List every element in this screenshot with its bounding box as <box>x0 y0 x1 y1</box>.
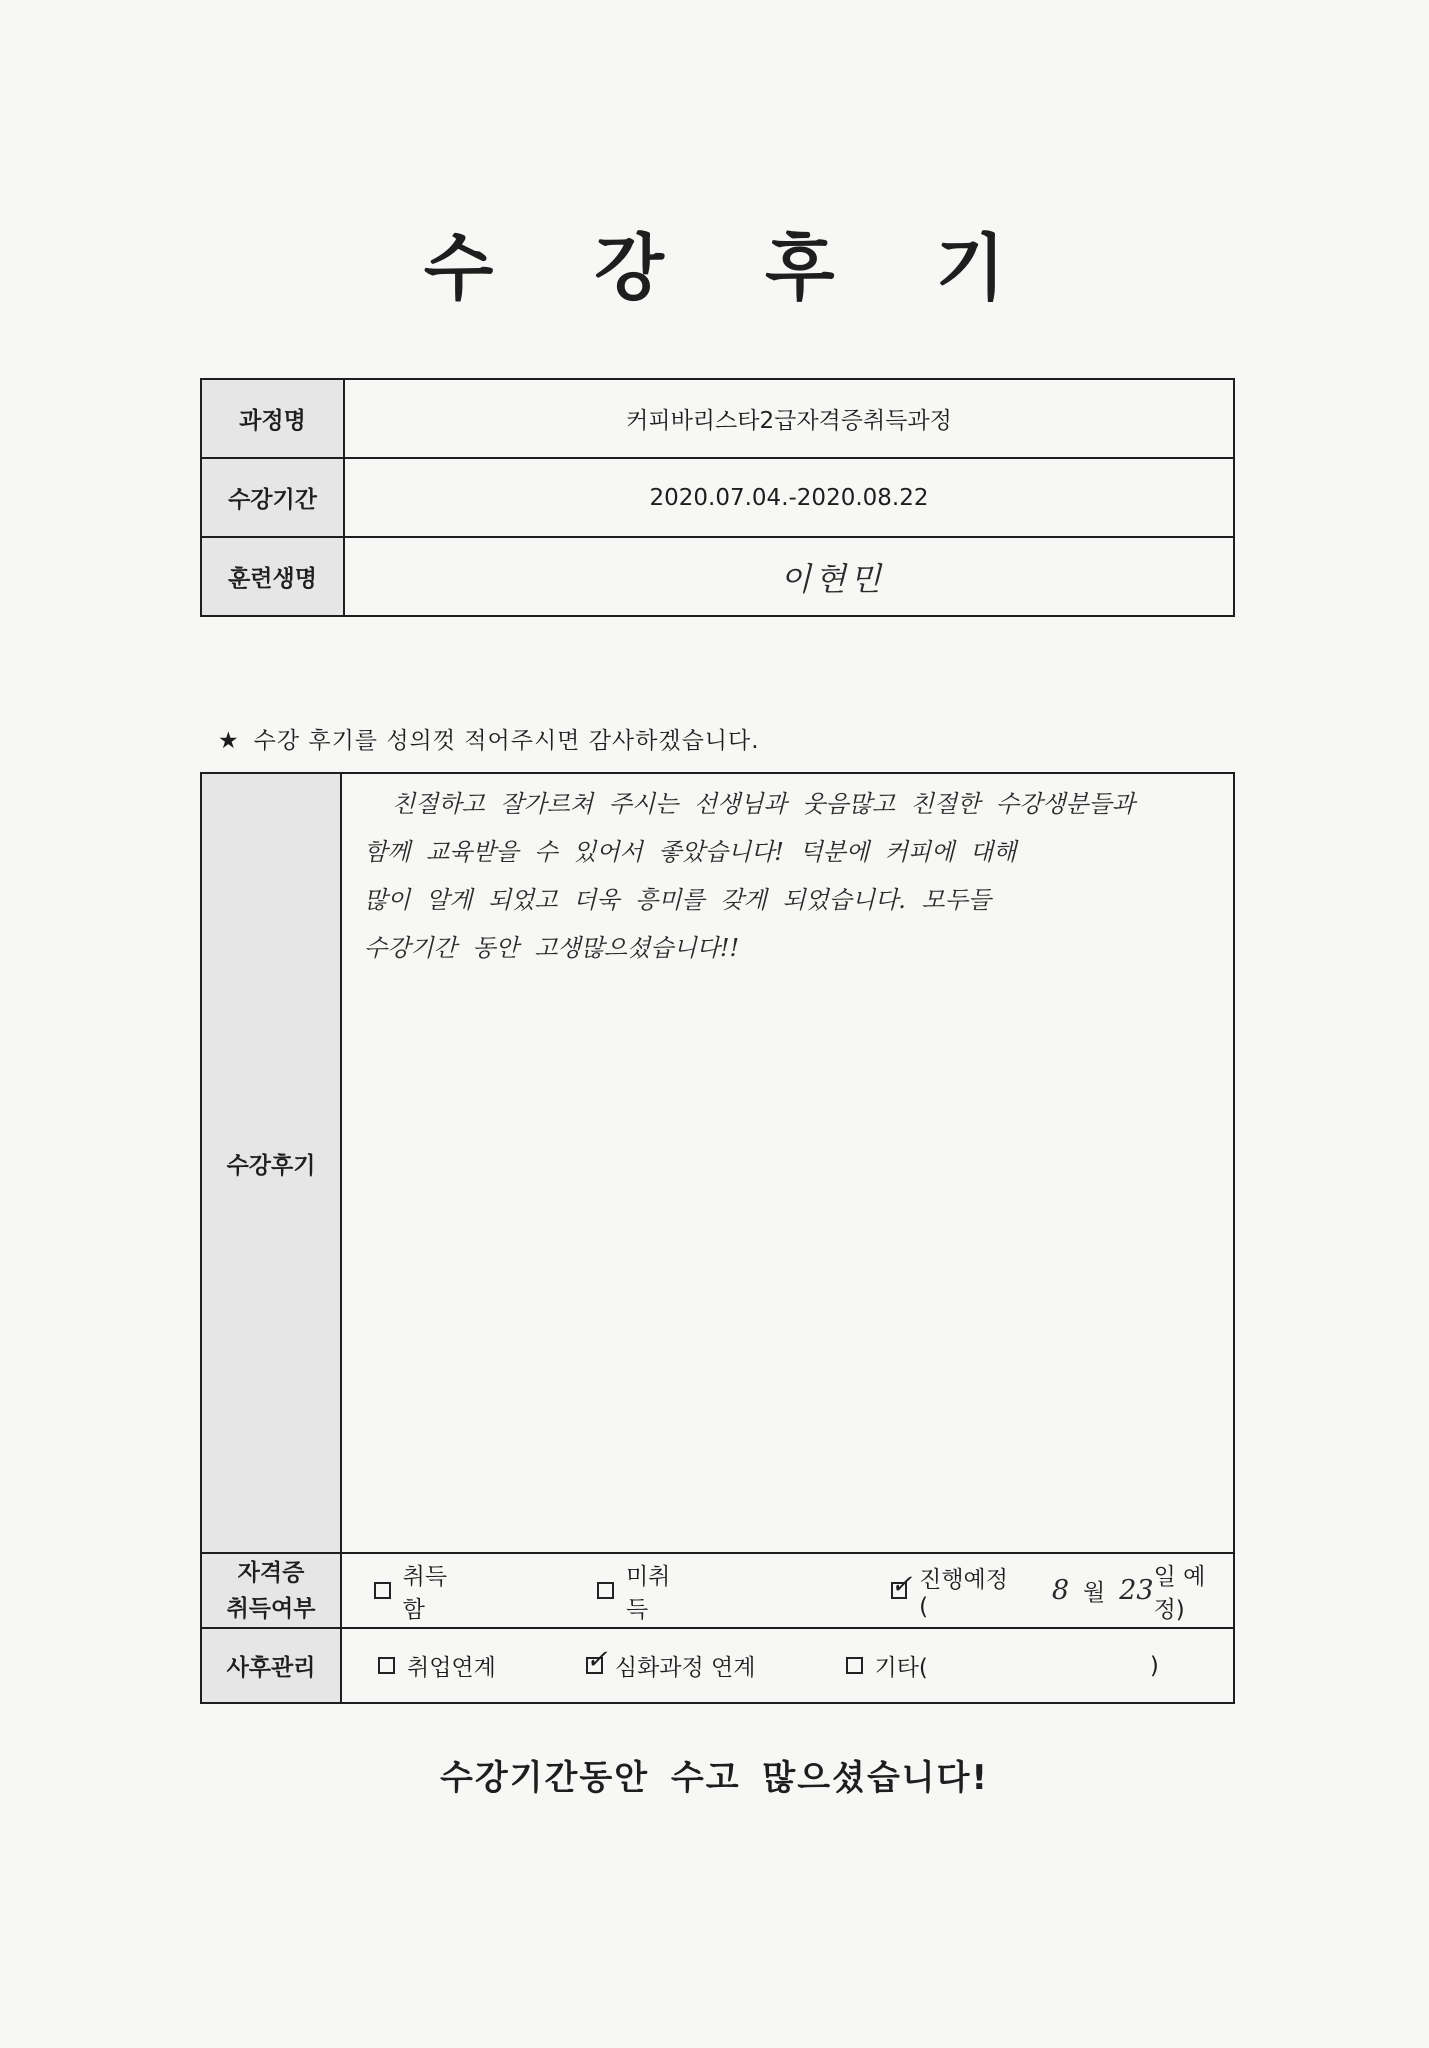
course-value: 커피바리스타2급자격증취득과정 <box>344 379 1234 458</box>
review-line: 많이 알게 되었고 더욱 흥미를 갖게 되었습니다. 모두들 <box>364 886 992 914</box>
review-label: 수강후기 <box>201 773 341 1553</box>
trainee-name-field <box>344 537 1234 616</box>
request-note-text: 수강 후기를 성의껏 적어주시면 감사하겠습니다. <box>253 728 760 754</box>
certification-label-line1: 자격증 <box>237 1559 305 1586</box>
review-line: 수강기간 동안 고생많으셨습니다!! <box>364 934 740 962</box>
option-advanced-label: 심화과정 연계 <box>614 1655 756 1681</box>
trainee-name-handwritten: 이현민 <box>780 559 885 598</box>
planned-month-handwritten: 8 <box>1051 1575 1069 1606</box>
option-other-label: 기타( <box>874 1655 928 1681</box>
review-line: 함께 교육받을 수 있어서 좋았습니다! 덕분에 커피에 대해 <box>364 838 1017 866</box>
checkbox-advanced-checked[interactable] <box>585 1645 608 1675</box>
checkbox-planned-checked[interactable] <box>890 1570 913 1600</box>
month-unit: 월 <box>1083 1580 1106 1606</box>
page-title: 수 강 후 기 <box>423 226 1044 310</box>
option-acquired-label: 취득함 <box>402 1563 448 1623</box>
option-planned[interactable] <box>891 1558 1233 1624</box>
option-acquired[interactable] <box>374 1558 467 1624</box>
check-mark-icon: ✓ <box>890 1570 913 1600</box>
check-mark-icon: ✓ <box>585 1645 608 1675</box>
certification-label-line2: 취득여부 <box>226 1595 316 1622</box>
review-body-field <box>341 773 1234 1553</box>
course-info-table <box>200 378 1235 617</box>
checkbox-not-acquired[interactable] <box>597 1582 614 1599</box>
other-close-paren: ) <box>1149 1652 1159 1679</box>
period-label: 수강기간 <box>201 458 344 537</box>
certification-row <box>201 1553 1234 1628</box>
review-line: 친절하고 잘가르쳐 주시는 선생님과 웃음많고 친절한 수강생분들과 <box>392 790 1135 818</box>
course-row <box>201 379 1234 458</box>
option-not-acquired[interactable] <box>597 1558 690 1624</box>
option-not-acquired-label: 미취득 <box>625 1563 671 1623</box>
option-employment-label: 취업연계 <box>407 1655 496 1681</box>
trainee-label: 훈련생명 <box>201 537 344 616</box>
period-value: 2020.07.04.-2020.08.22 <box>344 458 1234 537</box>
option-planned-label: 진행예정 ( <box>919 1567 1008 1620</box>
checkbox-other[interactable] <box>846 1657 863 1674</box>
closing-message: 수강기간동안 수고 많으셨습니다! <box>440 1758 989 1798</box>
request-note <box>218 722 760 755</box>
option-advanced[interactable] <box>585 1645 756 1682</box>
option-other[interactable] <box>846 1649 928 1682</box>
review-table <box>200 772 1235 1704</box>
course-label: 과정명 <box>201 379 344 458</box>
review-handwritten-text <box>364 780 1224 972</box>
period-row <box>201 458 1234 537</box>
certification-options-row <box>342 1554 1233 1627</box>
option-employment[interactable] <box>378 1649 496 1682</box>
planned-day-handwritten: 23 <box>1119 1575 1154 1606</box>
followup-options <box>341 1628 1234 1703</box>
trainee-row <box>201 537 1234 616</box>
followup-options-row <box>342 1629 1233 1702</box>
checkbox-employment[interactable] <box>378 1657 395 1674</box>
certification-label <box>201 1553 341 1628</box>
day-unit: 일 예정) <box>1153 1563 1206 1623</box>
checkbox-acquired[interactable] <box>374 1582 391 1599</box>
star-icon: ★ <box>218 728 240 754</box>
certification-options <box>341 1553 1234 1628</box>
followup-label: 사후관리 <box>201 1628 341 1703</box>
review-row <box>201 773 1234 1553</box>
followup-row <box>201 1628 1234 1703</box>
